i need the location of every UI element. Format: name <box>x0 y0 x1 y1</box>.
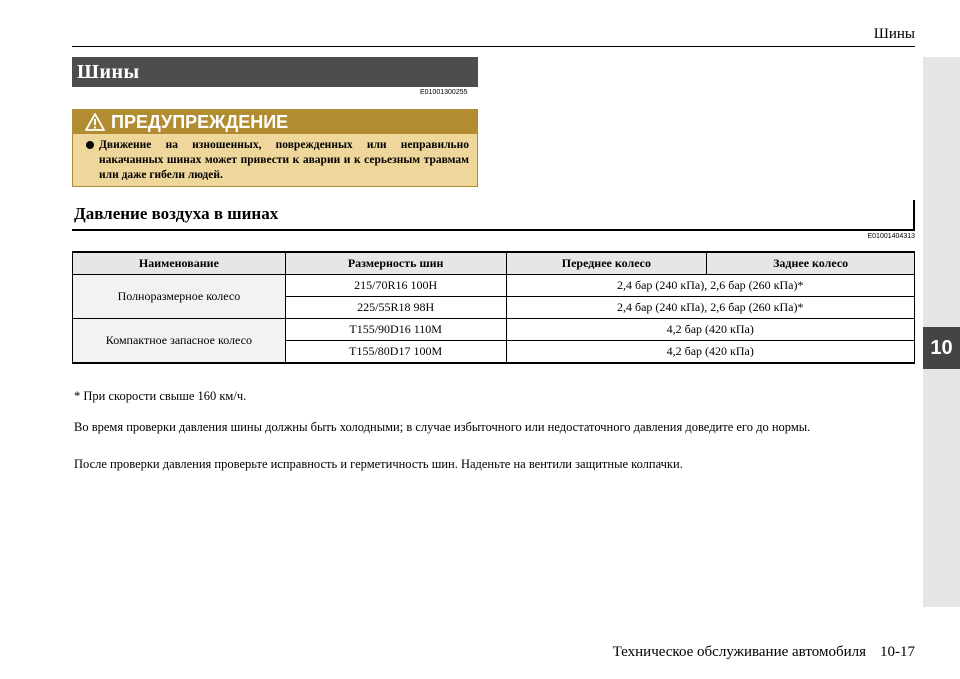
wheel-type-cell: Компактное запасное колесо <box>73 319 286 364</box>
section-title-bar: Шины <box>72 57 478 87</box>
pressure-cell: 4,2 бар (420 кПа) <box>506 341 914 364</box>
col-header-size: Размерность шин <box>285 252 506 275</box>
table-row <box>73 275 915 297</box>
pressure-cell: 4,2 бар (420 кПа) <box>506 319 914 341</box>
pressure-cell: 2,4 бар (240 кПа), 2,6 бар (260 кПа)* <box>506 297 914 319</box>
warning-triangle-icon <box>85 113 105 131</box>
footer-title: Техническое обслуживание автомобиля <box>612 644 866 660</box>
warning-body <box>73 134 477 183</box>
page-number: 10-17 <box>880 644 915 660</box>
footnote: * При скорости свыше 160 км/ч. <box>74 389 247 403</box>
section-code: E01001300255 <box>420 89 468 96</box>
table-row <box>73 319 915 341</box>
bullet-dot-icon <box>86 141 94 149</box>
col-header-front: Переднее колесо <box>506 252 707 275</box>
tire-size-cell: 215/70R16 100H <box>285 275 506 297</box>
tire-size-cell: T155/90D16 110M <box>285 319 506 341</box>
subsection-rule <box>72 229 915 231</box>
header-rule <box>72 46 915 47</box>
tire-pressure-table <box>72 251 915 364</box>
warning-box <box>72 109 478 187</box>
col-header-rear: Заднее колесо <box>707 252 915 275</box>
header-title: Шины <box>873 26 915 42</box>
tire-size-cell: 225/55R18 98H <box>285 297 506 319</box>
warning-label: ПРЕДУПРЕЖДЕНИЕ <box>111 111 289 132</box>
paragraph: После проверки давления проверьте исправность и герметичность шин. Наденьте на вентили защитные колпачки. <box>74 457 683 471</box>
warning-text: Движение на изношенных, поврежденных или неправильно накачанных шинах может привести к аварии и к серьезным травмам или даже гибели людей. <box>99 139 469 181</box>
paragraph: Во время проверки давления шины должны быть холодными; в случае избыточного или недостаточного давления доведите его до нормы. <box>74 420 811 434</box>
subsection-code: E01001404313 <box>867 233 915 240</box>
page-footer <box>613 644 915 661</box>
chapter-badge: 10 <box>923 327 960 369</box>
wheel-type-cell: Полноразмерное колесо <box>73 275 286 319</box>
table-header-row <box>73 252 915 275</box>
tire-size-cell: T155/80D17 100M <box>285 341 506 364</box>
pressure-cell: 2,4 бар (240 кПа), 2,6 бар (260 кПа)* <box>506 275 914 297</box>
subsection-title: Давление воздуха в шинах <box>74 204 279 223</box>
col-header-name: Наименование <box>73 252 286 275</box>
subsection-vertical-rule <box>913 200 915 230</box>
warning-header <box>73 110 477 134</box>
